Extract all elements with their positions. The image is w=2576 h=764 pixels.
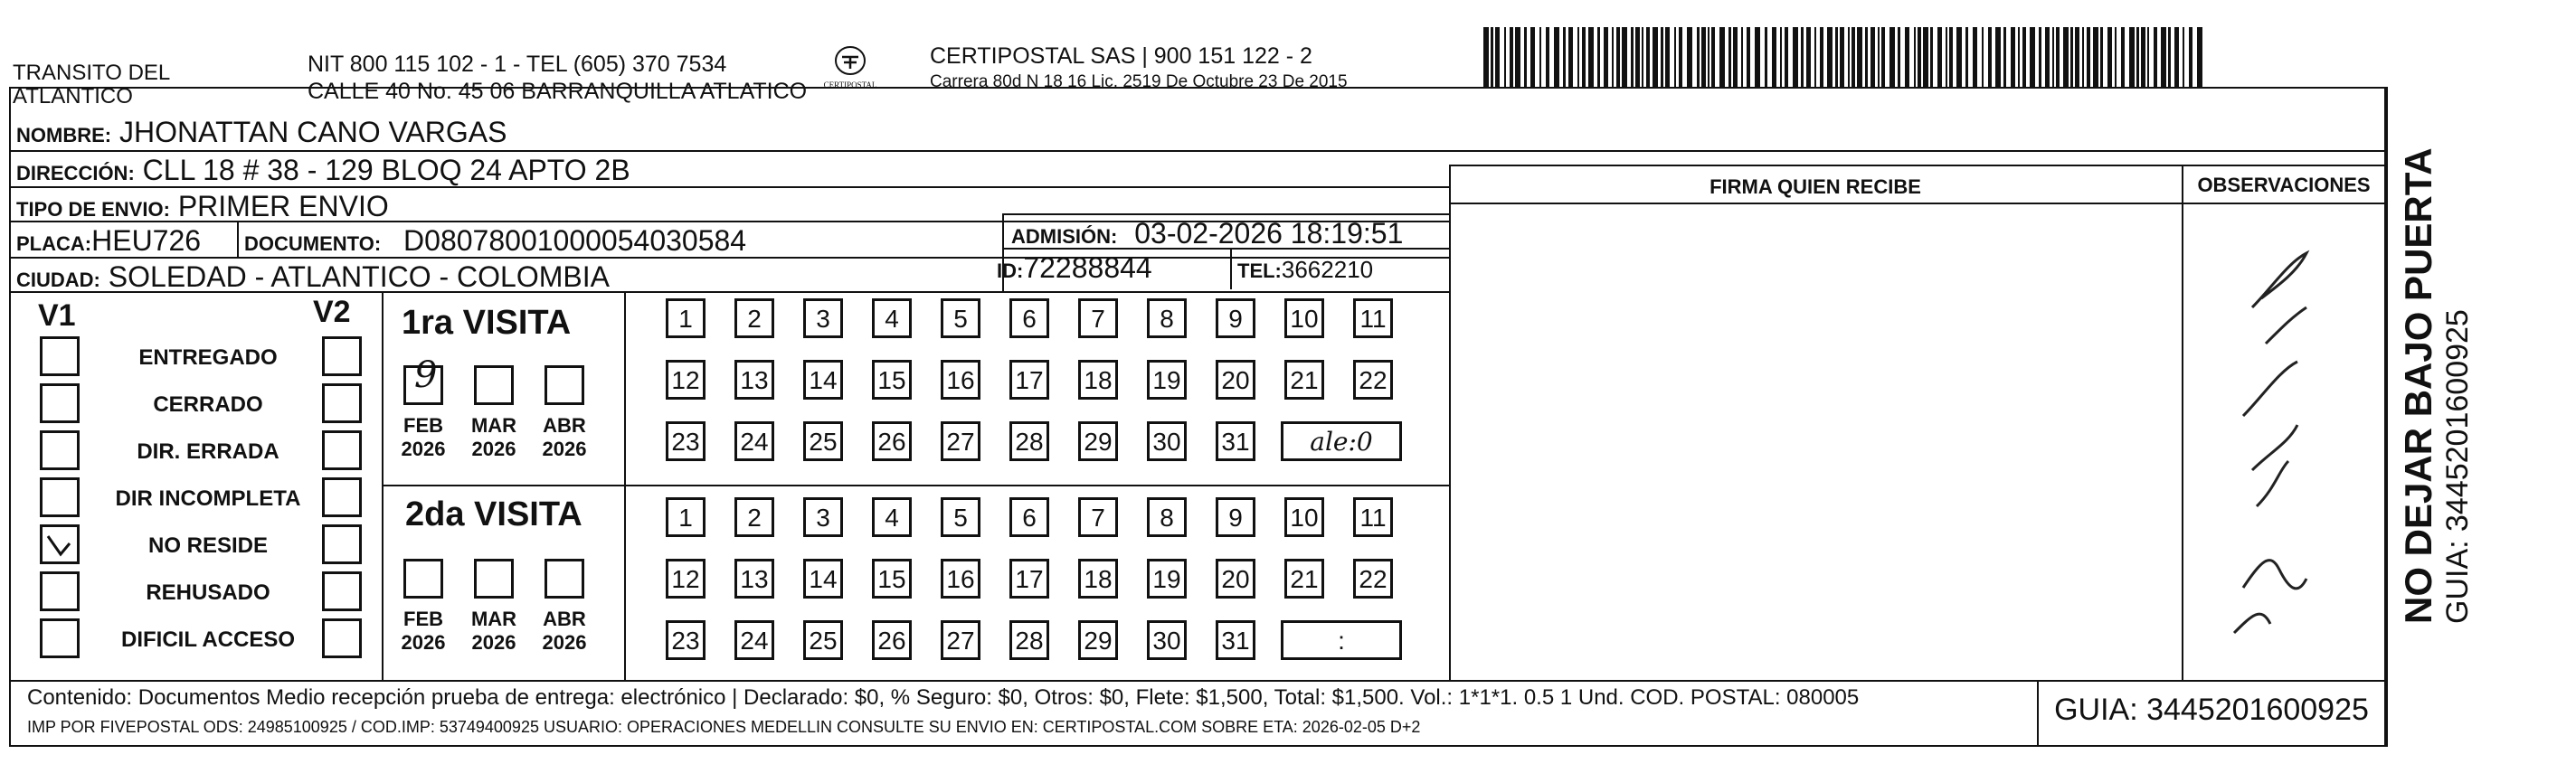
- month-label: [467, 414, 521, 461]
- barcode-bar: [1747, 27, 1750, 89]
- day-box[interactable]: 11: [1353, 298, 1393, 338]
- day-box[interactable]: 23: [666, 421, 706, 461]
- day-box[interactable]: 29: [1078, 620, 1118, 660]
- day-box[interactable]: 25: [803, 620, 843, 660]
- day-box[interactable]: 12: [666, 559, 706, 599]
- time-box[interactable]: :: [1281, 620, 1402, 660]
- col-header-bottom: [1449, 203, 2386, 204]
- barcode-bar: [2174, 27, 2179, 89]
- col-divider: [2182, 165, 2183, 680]
- day-box[interactable]: 19: [1147, 360, 1187, 400]
- day-box[interactable]: 11: [1353, 497, 1393, 537]
- col-divider: [237, 221, 239, 257]
- barcode-bar: [1510, 27, 1513, 89]
- day-box[interactable]: 22: [1353, 559, 1393, 599]
- barcode-bar: [1524, 27, 1527, 89]
- barcode-bar: [2056, 27, 2060, 89]
- v2-checkbox[interactable]: [322, 383, 362, 423]
- day-box[interactable]: 3: [803, 298, 843, 338]
- day-box[interactable]: 25: [803, 421, 843, 461]
- barcode-bar: [2197, 27, 2202, 89]
- nombre-label: NOMBRE:: [16, 124, 112, 146]
- reason-label: DIFICIL ACCESO: [120, 627, 295, 652]
- v1-checkbox[interactable]: [40, 524, 80, 564]
- direccion-field: [16, 154, 630, 190]
- contenido-line: Contenido: Documentos Medio recepción prueba de entrega: electrónico | Declarado: $0, % Seguro: $0, Otros: $0, Flete: $1,500, Total: $1,500. Vol.: 1*1*1. 0.5 1 Und. COD. POSTAL: 080005: [27, 685, 1860, 710]
- barcode-bar: [1765, 27, 1767, 89]
- barcode-bar: [1582, 27, 1586, 89]
- day-box[interactable]: 9: [1216, 298, 1255, 338]
- day-box[interactable]: 14: [803, 559, 843, 599]
- barcode-bar: [2183, 27, 2184, 89]
- day-box[interactable]: 13: [734, 360, 774, 400]
- month-label: [396, 414, 450, 461]
- barcode-bar: [1923, 27, 1928, 89]
- day-box[interactable]: 19: [1147, 559, 1187, 599]
- placa-label: PLACA:: [16, 232, 92, 255]
- barcode-bar: [1973, 27, 1977, 89]
- day-box[interactable]: 17: [1009, 559, 1049, 599]
- day-box[interactable]: 27: [941, 421, 980, 461]
- barcode-bar: [2039, 27, 2041, 89]
- barcode-bar: [2075, 27, 2079, 89]
- day-box[interactable]: 28: [1009, 421, 1049, 461]
- reason-label: DIR INCOMPLETA: [115, 486, 301, 511]
- day-box[interactable]: 4: [872, 298, 912, 338]
- barcode-bar: [1597, 27, 1600, 89]
- nombre-field: [16, 116, 507, 152]
- documento-field: [244, 224, 746, 260]
- v2-checkbox[interactable]: [322, 336, 362, 376]
- v1-checkbox[interactable]: [40, 336, 80, 376]
- barcode-bar: [2052, 27, 2054, 89]
- day-box[interactable]: 31: [1216, 421, 1255, 461]
- day-box[interactable]: 29: [1078, 421, 1118, 461]
- month-name: FEB: [403, 608, 443, 630]
- v1-checkbox[interactable]: [40, 383, 80, 423]
- barcode-bar: [1616, 27, 1620, 89]
- barcode-bar: [1495, 27, 1500, 89]
- day-box[interactable]: 26: [872, 620, 912, 660]
- barcode-bar: [1622, 27, 1627, 89]
- no-dejar-bajo-puerta: NO DEJAR BAJO PUERTA: [2397, 147, 2439, 624]
- day-box[interactable]: 15: [872, 360, 912, 400]
- month-year: 2026: [401, 438, 446, 460]
- barcode-bar: [1772, 27, 1776, 89]
- v1-checkbox[interactable]: [40, 477, 80, 517]
- direccion-label: DIRECCIÓN:: [16, 162, 135, 184]
- admision-value: 03-02-2026 18:19:51: [1134, 217, 1404, 250]
- barcode-bar: [2030, 27, 2035, 89]
- barcode-bar: [1708, 27, 1709, 89]
- barcode-bar: [1588, 27, 1594, 89]
- barcode-bar: [1728, 27, 1731, 89]
- month-label: [467, 608, 521, 655]
- month-name: MAR: [470, 414, 517, 437]
- col-header-top: [1449, 165, 2386, 166]
- barcode-bar: [2129, 27, 2135, 89]
- barcode-bar: [1679, 27, 1682, 89]
- nombre-value: JHONATTAN CANO VARGAS: [119, 116, 507, 148]
- barcode-bar: [2063, 27, 2069, 89]
- barcode-bar: [1865, 27, 1868, 89]
- barcode-bar: [1661, 27, 1663, 89]
- day-box[interactable]: 9: [1216, 497, 1255, 537]
- reason-label: REHUSADO: [146, 580, 270, 605]
- logo-icon: [834, 45, 867, 76]
- barcode-bar: [1711, 27, 1715, 89]
- month-name: MAR: [470, 608, 517, 630]
- barcode-bar: [2087, 27, 2090, 89]
- handwritten-month-mark: 9: [414, 354, 438, 396]
- barcode-bar: [2045, 27, 2050, 89]
- barcode-bar: [1801, 27, 1804, 89]
- tel-value: 3662210: [1281, 256, 1374, 283]
- v1-label: V1: [38, 298, 76, 333]
- barcode-bar: [1674, 27, 1676, 89]
- placa-value: HEU726: [91, 224, 202, 257]
- day-box[interactable]: 7: [1078, 497, 1118, 537]
- day-box[interactable]: 16: [941, 360, 980, 400]
- documento-value: D08078001000054030584: [403, 224, 747, 257]
- row-divider: [9, 680, 2386, 682]
- barcode-bar: [1733, 27, 1738, 89]
- barcode-bar: [1539, 27, 1541, 89]
- barcode-bar: [2082, 27, 2084, 89]
- id-label: ID:: [997, 259, 1024, 282]
- day-box[interactable]: 30: [1147, 620, 1187, 660]
- barcode-bar: [1785, 27, 1788, 89]
- barcode-bar: [1568, 27, 1573, 89]
- day-box[interactable]: 21: [1284, 360, 1324, 400]
- barcode-bar: [1554, 27, 1559, 89]
- month-checkbox[interactable]: [545, 365, 584, 405]
- barcode-bar: [1635, 27, 1640, 89]
- day-box[interactable]: 26: [872, 421, 912, 461]
- day-box[interactable]: 18: [1078, 559, 1118, 599]
- address-line: CALLE 40 No. 45 06 BARRANQUILLA ATLATICO: [308, 79, 808, 104]
- barcode-bar: [1604, 27, 1608, 89]
- barcode-bar: [1653, 27, 1658, 89]
- observaciones-header: OBSERVACIONES: [2197, 174, 2371, 196]
- col-divider: [2386, 87, 2388, 747]
- row-divider: [9, 291, 1449, 293]
- day-box[interactable]: 2: [734, 298, 774, 338]
- barcode-bar: [1577, 27, 1579, 89]
- barcode-bar: [1483, 27, 1489, 89]
- barcode-bar: [1530, 27, 1535, 89]
- barcode-bar: [1814, 27, 1816, 89]
- direccion-value: CLL 18 # 38 - 129 BLOQ 24 APTO 2B: [142, 154, 630, 186]
- day-box[interactable]: 21: [1284, 559, 1324, 599]
- month-name: FEB: [403, 414, 443, 437]
- day-box[interactable]: 27: [941, 620, 980, 660]
- barcode-bar: [1793, 27, 1798, 89]
- reason-label: DIR. ERRADA: [137, 439, 279, 464]
- barcode-bar: [2107, 27, 2112, 89]
- day-box[interactable]: 6: [1009, 497, 1049, 537]
- firma-header: FIRMA QUIEN RECIBE: [1709, 175, 1921, 198]
- barcode-bar: [2141, 27, 2145, 89]
- month-year: 2026: [401, 631, 446, 654]
- month-checkbox[interactable]: [545, 559, 584, 599]
- barcode-bar: [1918, 27, 1921, 89]
- col-divider: [1230, 248, 1232, 289]
- tipo-label: TIPO DE ENVIO:: [16, 198, 170, 221]
- row-divider: [1002, 213, 1449, 215]
- barcode-bar: [1755, 27, 1760, 89]
- imp-line: IMP POR FIVEPOSTAL ODS: 24985100925 / COD.IMP: 53749400925 USUARIO: OPERACIONES MEDELLIN CONSULTE SU ENVIO EN: CERTIPOSTAL.COM SOBRE ETA: 2026-02-05 D+2: [27, 718, 1421, 736]
- barcode-bar: [2022, 27, 2026, 89]
- barcode-bar: [2161, 27, 2166, 89]
- row-divider: [382, 485, 1449, 486]
- sender-line-1: TRANSITO DEL: [13, 61, 171, 85]
- month-name: ABR: [543, 414, 586, 437]
- barcode-bar: [2093, 27, 2098, 89]
- v2-label: V2: [313, 295, 351, 329]
- v1-checkbox[interactable]: [40, 571, 80, 611]
- barcode-bar: [1905, 27, 1909, 89]
- tipo-value: PRIMER ENVIO: [177, 190, 389, 222]
- barcode-bar: [1848, 27, 1850, 89]
- handwritten-observation: [2189, 235, 2370, 669]
- id-field: [997, 251, 1152, 288]
- barcode-bar: [1827, 27, 1833, 89]
- barcode-bar: [1687, 27, 1692, 89]
- barcode-bar: [1491, 27, 1493, 89]
- v2-checkbox[interactable]: [322, 571, 362, 611]
- id-value: 72288844: [1023, 251, 1152, 284]
- month-checkbox[interactable]: [474, 365, 514, 405]
- barcode-bar: [1982, 27, 1984, 89]
- month-year: 2026: [471, 438, 516, 460]
- row-divider: [9, 186, 1449, 188]
- v2-checkbox[interactable]: [322, 618, 362, 658]
- day-box[interactable]: 16: [941, 559, 980, 599]
- documento-label: DOCUMENTO:: [244, 232, 382, 255]
- month-year: 2026: [471, 631, 516, 654]
- day-box[interactable]: 14: [803, 360, 843, 400]
- company-line: CERTIPOSTAL SAS | 900 151 122 - 2: [930, 43, 1312, 69]
- day-box[interactable]: 7: [1078, 298, 1118, 338]
- barcode-bar: [1914, 27, 1916, 89]
- day-box[interactable]: 31: [1216, 620, 1255, 660]
- barcode-bar: [1701, 27, 1706, 89]
- barcode-bar: [1697, 27, 1700, 89]
- sender-line-2: ATLANTICO: [13, 84, 133, 108]
- barcode-bar: [1546, 27, 1549, 89]
- license-line: Carrera 80d N 18 16 Lic. 2519 De Octubre 23 De 2015: [930, 72, 1348, 91]
- day-box[interactable]: 3: [803, 497, 843, 537]
- barcode-bar: [1898, 27, 1900, 89]
- barcode-bar: [2168, 27, 2171, 89]
- barcode-bar: [2003, 27, 2006, 89]
- day-box[interactable]: 6: [1009, 298, 1049, 338]
- barcode-bar: [1806, 27, 1811, 89]
- side-guia: GUIA: 3445201600925: [2440, 309, 2475, 624]
- v1-checkbox[interactable]: [40, 618, 80, 658]
- first-visit-title: 1ra VISITA: [402, 304, 572, 342]
- day-box[interactable]: 4: [872, 497, 912, 537]
- barcode-bar: [1780, 27, 1782, 89]
- month-label: [396, 608, 450, 655]
- tel-field: [1237, 253, 1373, 288]
- day-box[interactable]: 28: [1009, 620, 1049, 660]
- row-divider: [1002, 248, 1449, 250]
- second-visit-title: 2da VISITA: [405, 495, 582, 533]
- month-label: [537, 414, 592, 461]
- month-label: [537, 608, 592, 655]
- nit-line: NIT 800 115 102 - 1 - TEL (605) 370 7534: [308, 52, 727, 77]
- barcode-bar: [1612, 27, 1614, 89]
- barcode-bar: [1852, 27, 1855, 89]
- month-year: 2026: [542, 631, 587, 654]
- tel-label: TEL:: [1237, 259, 1282, 282]
- day-box[interactable]: 22: [1353, 360, 1393, 400]
- day-box[interactable]: 23: [666, 620, 706, 660]
- side-text: [2397, 118, 2475, 624]
- barcode-bar: [1631, 27, 1634, 89]
- ciudad-label: CIUDAD:: [16, 269, 100, 291]
- month-checkbox[interactable]: [403, 559, 443, 599]
- barcode-bar: [1642, 27, 1643, 89]
- day-box[interactable]: 20: [1216, 559, 1255, 599]
- barcode-bar: [2100, 27, 2103, 89]
- ciudad-value: SOLEDAD - ATLANTICO - COLOMBIA: [108, 260, 610, 293]
- reason-label: CERRADO: [153, 392, 263, 417]
- barcode-bar: [2189, 27, 2192, 89]
- day-box[interactable]: 5: [941, 497, 980, 537]
- barcode-bar: [1563, 27, 1566, 89]
- barcode-bar: [1956, 27, 1962, 89]
- day-box[interactable]: 30: [1147, 421, 1187, 461]
- barcode-bar: [2115, 27, 2117, 89]
- v2-checkbox[interactable]: [322, 477, 362, 517]
- barcode-bar: [1515, 27, 1520, 89]
- day-box[interactable]: 13: [734, 559, 774, 599]
- day-box[interactable]: 10: [1284, 298, 1324, 338]
- barcode-bar: [1946, 27, 1947, 89]
- barcode-bar: [2136, 27, 2139, 89]
- reason-label: ENTREGADO: [138, 345, 278, 370]
- time-box[interactable]: ale:0: [1281, 421, 1402, 461]
- barcode-bar: [1881, 27, 1885, 89]
- barcode-bar: [2121, 27, 2125, 89]
- day-box[interactable]: 17: [1009, 360, 1049, 400]
- barcode-bar: [1857, 27, 1862, 89]
- day-box[interactable]: 12: [666, 360, 706, 400]
- day-box[interactable]: 15: [872, 559, 912, 599]
- day-box[interactable]: 1: [666, 298, 706, 338]
- logo-text: CERTIPOSTAL: [823, 80, 877, 90]
- barcode-bar: [1995, 27, 2001, 89]
- v2-checkbox[interactable]: [322, 524, 362, 564]
- barcode-bar: [1930, 27, 1933, 89]
- day-box[interactable]: 1: [666, 497, 706, 537]
- barcode-bar: [2154, 27, 2157, 89]
- barcode-bar: [2070, 27, 2073, 89]
- barcode-bar: [2018, 27, 2020, 89]
- row-divider: [9, 150, 2386, 152]
- day-box[interactable]: 18: [1078, 360, 1118, 400]
- v2-checkbox[interactable]: [322, 430, 362, 470]
- barcode-bar: [1878, 27, 1880, 89]
- day-box[interactable]: 8: [1147, 497, 1187, 537]
- barcode-bar: [1719, 27, 1725, 89]
- admision-label: ADMISIÓN:: [1011, 225, 1118, 248]
- barcode-bar: [1835, 27, 1838, 89]
- barcode-bar: [1870, 27, 1875, 89]
- day-box[interactable]: 5: [941, 298, 980, 338]
- day-box[interactable]: 2: [734, 497, 774, 537]
- day-box[interactable]: 24: [734, 620, 774, 660]
- barcode-bar: [1889, 27, 1895, 89]
- barcode-bar: [1937, 27, 1942, 89]
- barcode-bar: [1949, 27, 1953, 89]
- barcode: [1483, 27, 2207, 89]
- check-mark-icon: [43, 527, 77, 561]
- barcode-bar: [1646, 27, 1650, 89]
- barcode-bar: [1665, 27, 1670, 89]
- barcode-bar: [1840, 27, 1844, 89]
- barcode-bar: [1820, 27, 1823, 89]
- day-box[interactable]: 8: [1147, 298, 1187, 338]
- barcode-bar: [1988, 27, 1992, 89]
- row-divider: [9, 257, 1449, 259]
- v1-checkbox[interactable]: [40, 430, 80, 470]
- barcode-bar: [1741, 27, 1743, 89]
- reason-label: NO RESIDE: [147, 533, 269, 558]
- placa-field: [16, 224, 201, 260]
- barcode-bar: [2147, 27, 2149, 89]
- month-year: 2026: [542, 438, 587, 460]
- col-divider: [1449, 165, 1451, 680]
- month-name: ABR: [543, 608, 586, 630]
- month-checkbox[interactable]: [474, 559, 514, 599]
- day-box[interactable]: 10: [1284, 497, 1324, 537]
- day-box[interactable]: 24: [734, 421, 774, 461]
- barcode-bar: [2011, 27, 2015, 89]
- barcode-bar: [1504, 27, 1506, 89]
- barcode-bar: [1965, 27, 1968, 89]
- guia-box: GUIA: 3445201600925: [2054, 693, 2369, 727]
- day-box[interactable]: 20: [1216, 360, 1255, 400]
